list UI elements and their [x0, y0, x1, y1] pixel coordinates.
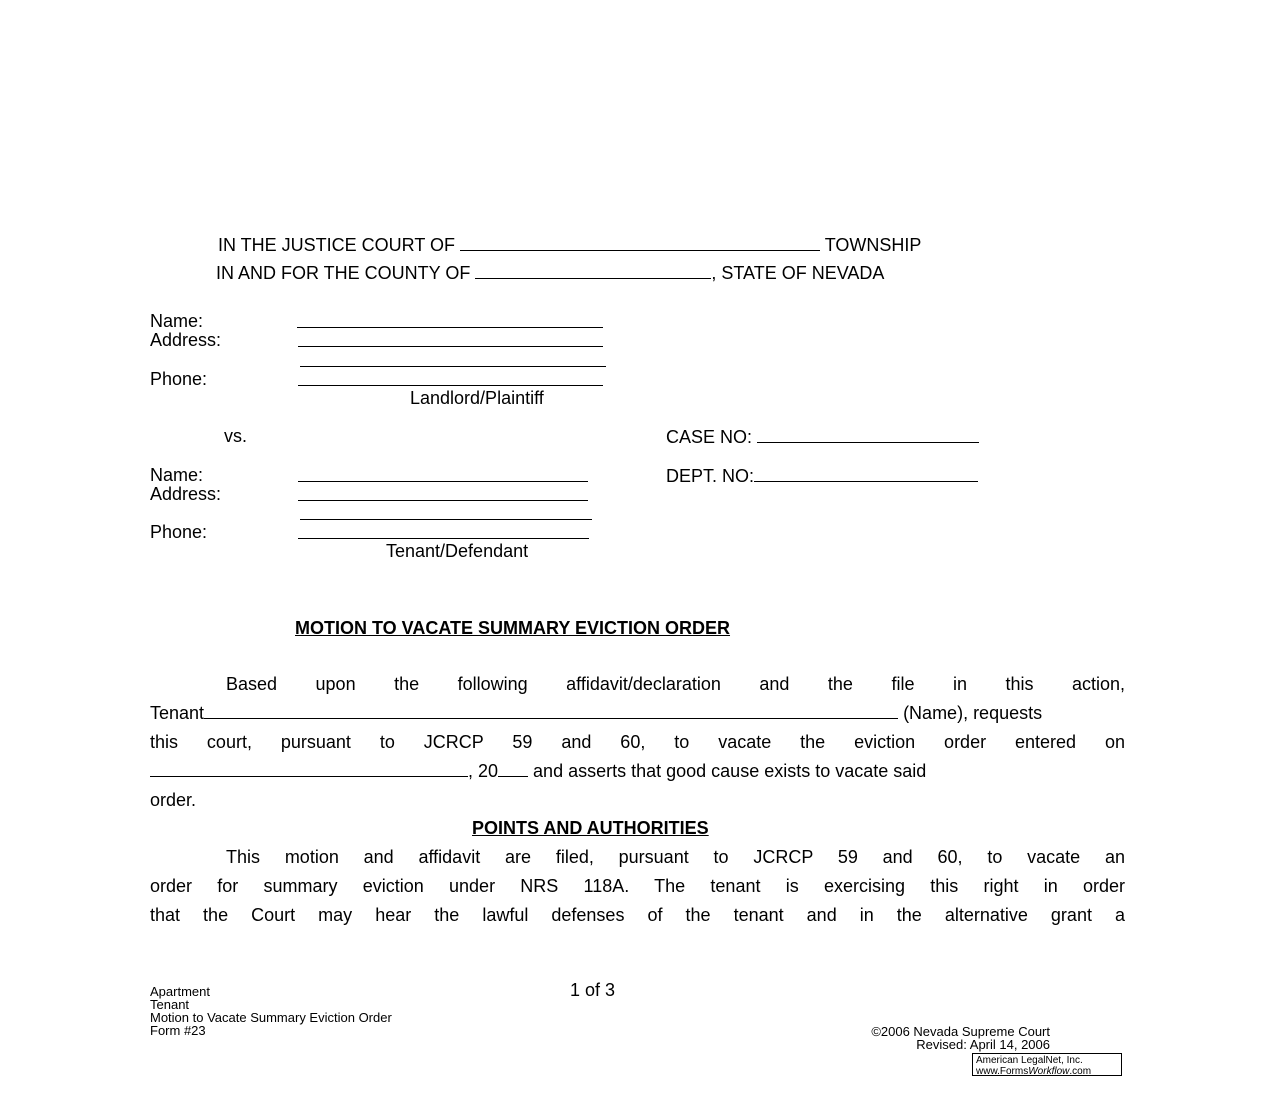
- motion-paragraph: [150, 670, 1125, 815]
- defendant-address-line-1: [298, 500, 588, 501]
- plaintiff-role-label: Landlord/Plaintiff: [410, 388, 544, 408]
- plaintiff-address-line-1: [298, 346, 603, 347]
- court-line-prefix: IN THE JUSTICE COURT OF: [218, 235, 456, 255]
- year-prefix: , 20: [468, 761, 499, 781]
- points-line-2: order for summary eviction under NRS 118A. The tenant is exercising this right in order: [150, 876, 1125, 896]
- defendant-name-line: [298, 481, 588, 482]
- section-heading: POINTS AND AUTHORITIES: [472, 818, 709, 838]
- points-line-1: This motion and affidavit are filed, pursuant to JCRCP 59 and 60, to vacate an: [226, 847, 1125, 867]
- dept-no-blank: [754, 465, 978, 482]
- footer-left-line-3: Motion to Vacate Summary Eviction Order: [150, 1010, 392, 1025]
- footer-revised: Revised: April 14, 2006: [916, 1037, 1050, 1052]
- defendant-role-label: Tenant/Defendant: [386, 541, 529, 561]
- plaintiff-address-line-2: [300, 366, 606, 367]
- motion-line-3: this court, pursuant to JCRCP 59 and 60, to vacate the eviction order entered on: [150, 732, 1125, 752]
- order-date-blank: [150, 760, 468, 777]
- motion-line-2: [150, 699, 1125, 728]
- badge-line-2: [976, 1066, 1121, 1077]
- tenant-suffix: (Name), requests: [903, 703, 1043, 723]
- motion-line-5: order.: [150, 790, 197, 810]
- footer-left-line-2: Tenant: [150, 997, 190, 1012]
- defendant-phone-label: Phone:: [150, 522, 208, 542]
- badge-suffix: .com: [1069, 1066, 1092, 1077]
- motion-line-4: [150, 757, 1125, 786]
- vs-label: vs.: [224, 426, 248, 446]
- defendant-address-label: Address:: [150, 484, 222, 504]
- plaintiff-phone-line: [298, 385, 603, 386]
- county-blank: [475, 262, 711, 279]
- points-line-3: that the Court may hear the lawful defenses of the tenant and in the alternative grant a: [150, 905, 1125, 925]
- court-line: [218, 234, 921, 255]
- township-blank: [460, 234, 820, 251]
- tenant-name-blank: [204, 702, 898, 719]
- page-number: 1 of 3: [570, 980, 616, 1000]
- plaintiff-name-line: [297, 327, 603, 328]
- forms-workflow-badge: [972, 1053, 1122, 1076]
- plaintiff-name-label: Name:: [150, 311, 204, 331]
- case-no-blank: [757, 426, 979, 443]
- defendant-name-label: Name:: [150, 465, 204, 485]
- badge-prefix: www.Forms: [976, 1066, 1029, 1077]
- county-line-suffix: , STATE OF NEVADA: [711, 263, 885, 283]
- document-title: MOTION TO VACATE SUMMARY EVICTION ORDER: [295, 618, 731, 638]
- footer-left-line-4: Form #23: [150, 1023, 206, 1038]
- case-no-label: CASE NO:: [666, 427, 753, 447]
- badge-line-1: American LegalNet, Inc.: [976, 1055, 1083, 1066]
- county-line: [216, 262, 884, 283]
- motion-line-1: Based upon the following affidavit/declaration and the file in this action,: [226, 674, 1125, 694]
- motion-line-4-end: and asserts that good cause exists to vacate said: [533, 761, 927, 781]
- footer-left: [150, 985, 392, 1037]
- defendant-phone-line: [298, 538, 589, 539]
- defendant-address-line-2: [300, 519, 592, 520]
- plaintiff-address-label: Address:: [150, 330, 222, 350]
- badge-italic: Workflow: [1028, 1066, 1070, 1077]
- county-line-prefix: IN AND FOR THE COUNTY OF: [216, 263, 471, 283]
- points-paragraph: [150, 843, 1125, 930]
- tenant-prefix: Tenant: [150, 703, 205, 723]
- year-blank: [498, 760, 528, 777]
- dept-no-label: DEPT. NO:: [666, 466, 755, 486]
- plaintiff-phone-label: Phone:: [150, 369, 208, 389]
- footer-copyright: ©2006 Nevada Supreme Court: [871, 1024, 1050, 1039]
- case-no-line: [666, 426, 979, 447]
- footer-left-line-1: Apartment: [150, 984, 210, 999]
- dept-no-line: [666, 465, 978, 486]
- court-line-suffix: TOWNSHIP: [824, 235, 922, 255]
